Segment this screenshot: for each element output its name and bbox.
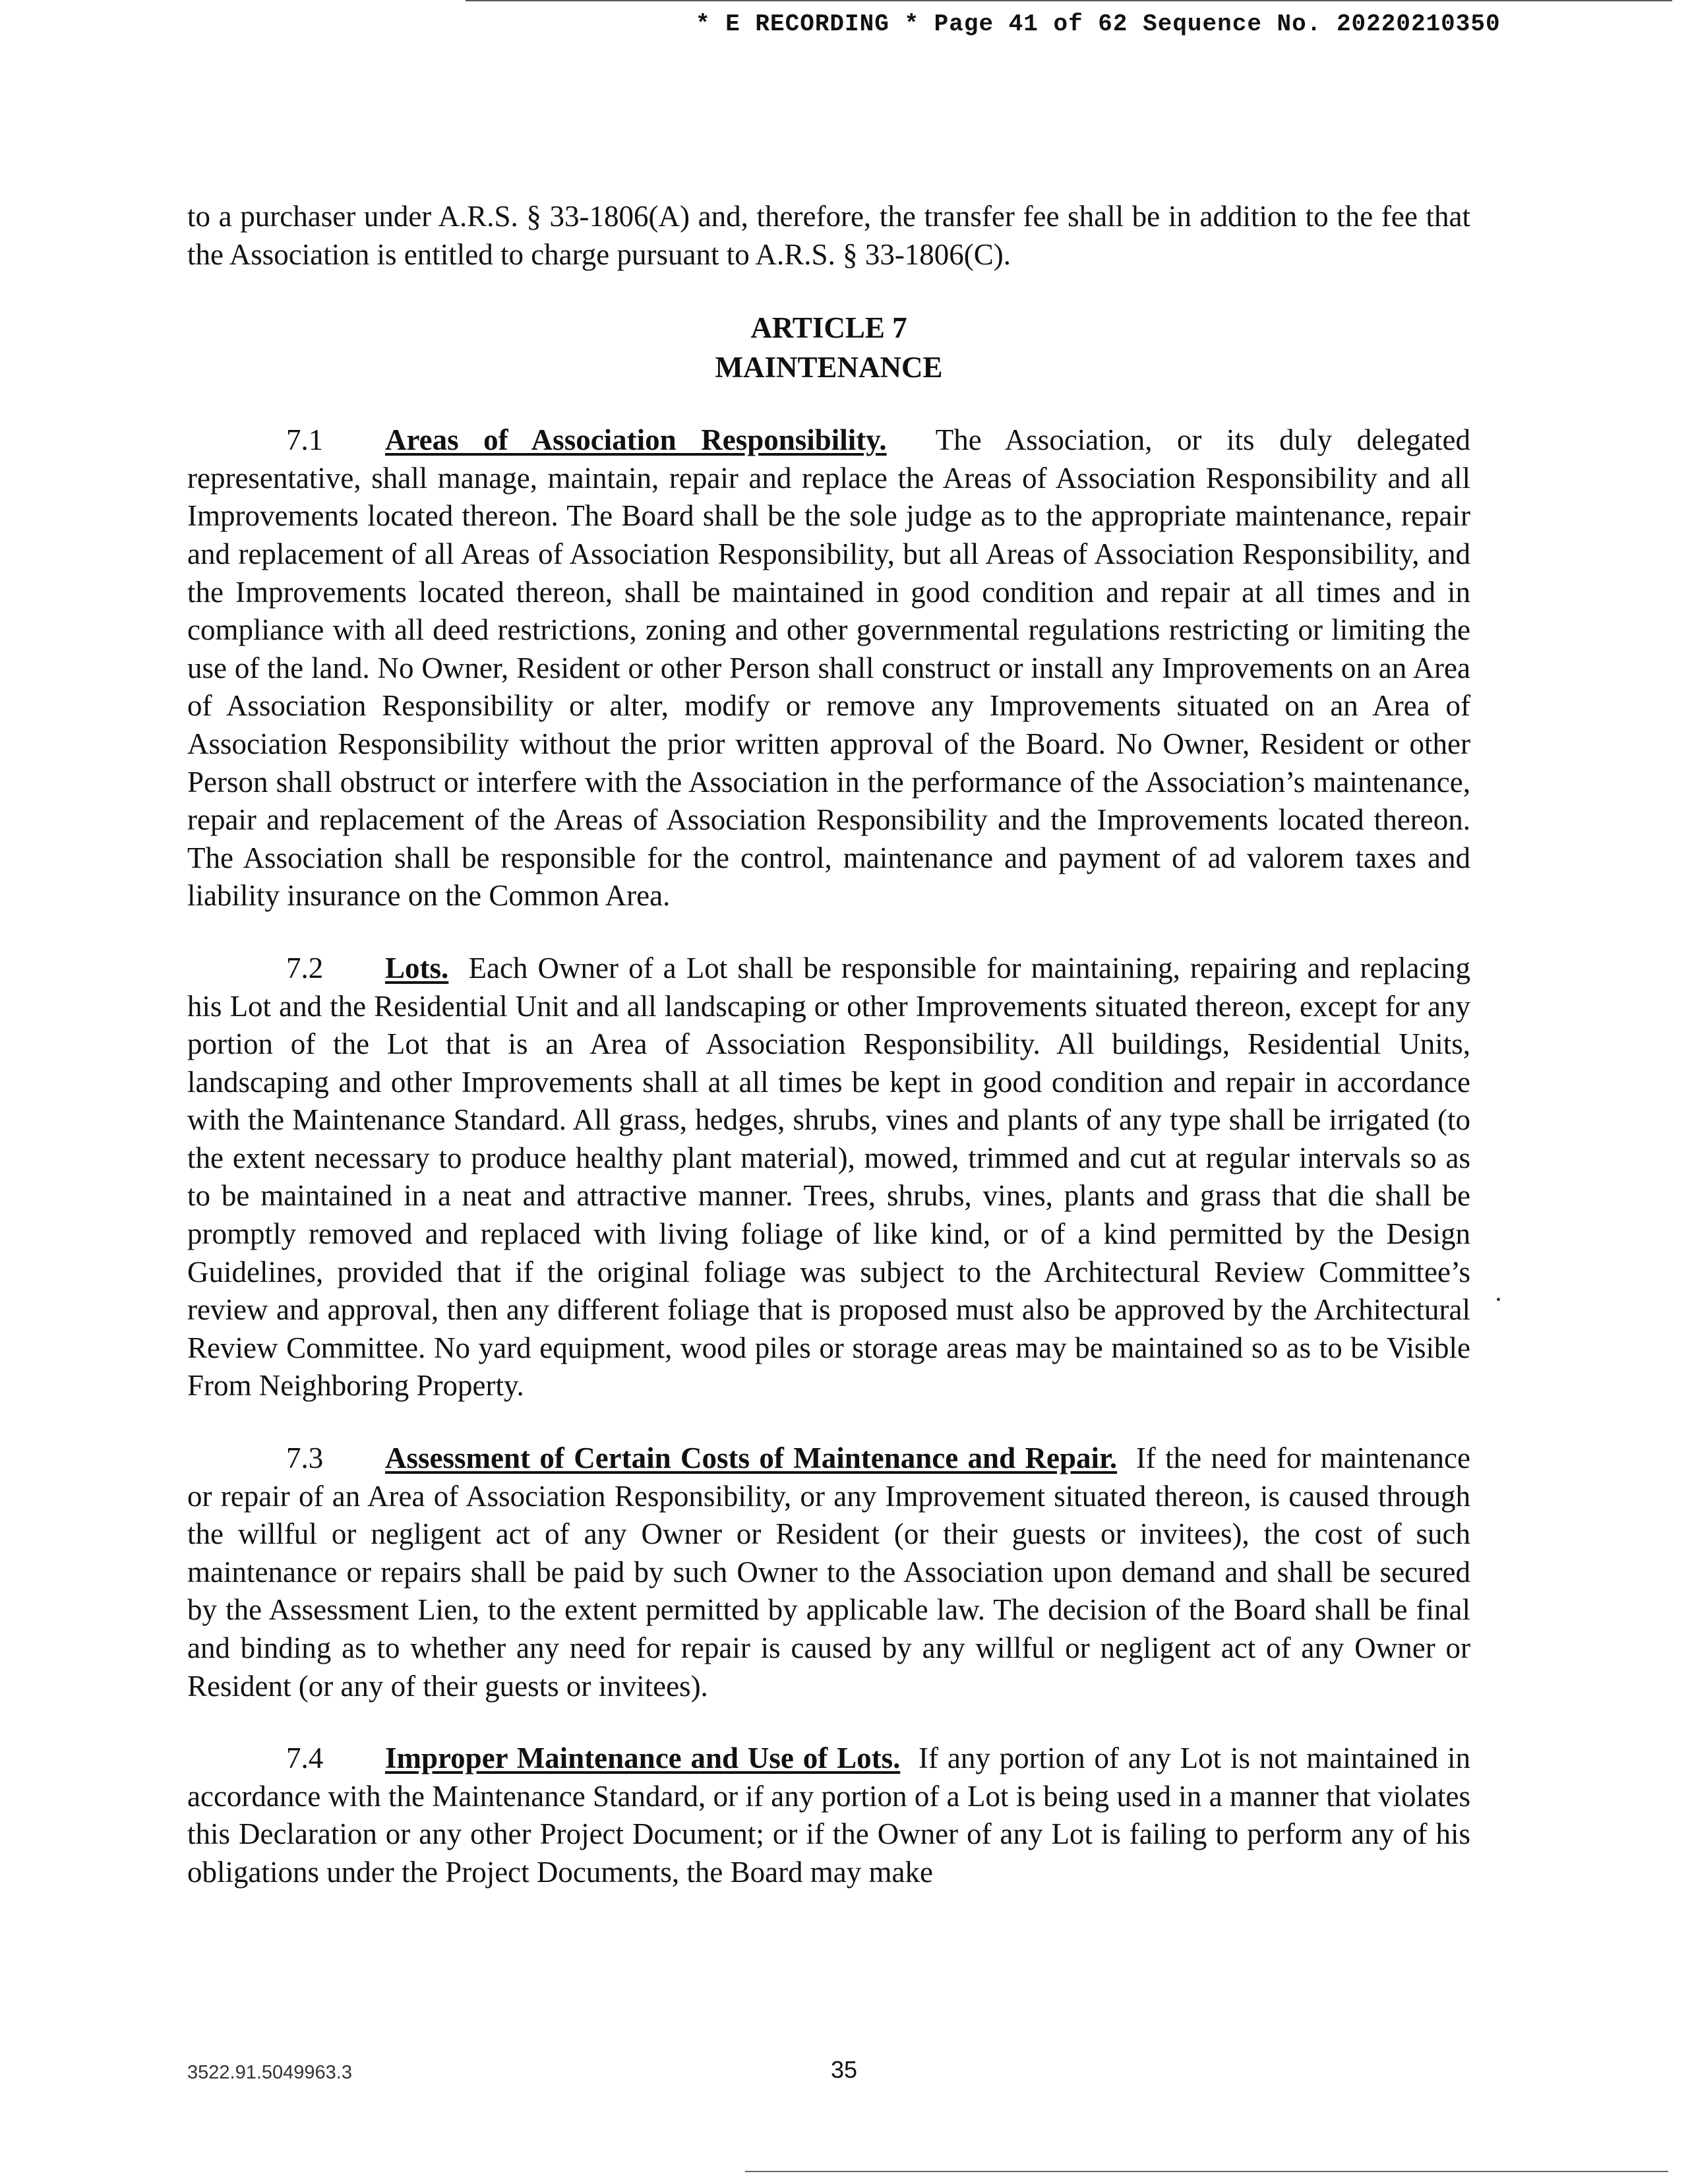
section-7-4 <box>187 1740 1470 1891</box>
bottom-rule <box>745 2171 1668 2172</box>
section-body: Each Owner of a Lot shall be responsible for maintaining, repairing and replacing his Lot and the Residential Unit and all landscaping or other Improvements situated thereon, except for any portion of the Lot that is an Area of Association Responsibility. All buildings, Residential Units, landscaping and other Improvements shall at all times be kept in good condition and repair in accordance with the Maintenance Standard. All grass, hedges, shrubs, vines and plants of any type shall be irrigated (to the extent necessary to produce healthy plant material), mowed, trimmed and cut at regular intervals so as to be maintained in a neat and attractive manner. Trees, shrubs, vines, plants and grass that die shall be promptly removed and replaced with living foliage of like kind, or of a kind permitted by the Design Guidelines, provided that if the original foliage was subject to the Architectural Review Committee’s review and approval, then any different foliage that is proposed must also be approved by the Architectural Review Committee. No yard equipment, wood piles or storage areas may be maintained so as to be Visible From Neighboring Property. <box>187 951 1471 1403</box>
article-title: MAINTENANCE <box>715 351 943 384</box>
top-rule <box>466 0 1672 1</box>
section-title: Assessment of Certain Costs of Maintenance and Repair. <box>385 1441 1118 1475</box>
page-number: 35 <box>830 2056 858 2083</box>
section-number: 7.1 <box>286 423 324 457</box>
continuation-paragraph: to a purchaser under A.R.S. § 33-1806(A) and, therefore, the transfer fee shall be in addition to the fee that the Association is entitled to charge pursuant to A.R.S. § 33-1806(C). <box>187 200 1470 271</box>
article-number: ARTICLE 7 <box>750 311 907 345</box>
section-body: If any portion of any Lot is not maintained in accordance with the Maintenance Standard, or if any portion of a Lot is being used in a manner that violates this Declaration or any other Project Document; or if the Owner of any Lot is failing to perform any of his obligations under the Project Documents, the Board may make <box>187 1742 1470 1889</box>
section-body: The Association, or its duly delegated representative, shall manage, maintain, repair and replace the Areas of Association Responsibility and all Improvements located thereon. The Board shall be the sole judge as to the appropriate maintenance, repair and replacement of all Areas of Association Responsibility, but all Areas of Association Responsibility, and the Improvements located thereon, shall be maintained in good condition and repair at all times and in compliance with all deed restrictions, zoning and other governmental regulations restricting or limiting the use of the land. No Owner, Resident or other Person shall construct or install any Improvements on an Area of Association Responsibility or alter, modify or remove any Improvements situated on an Area of Association Responsibility without the prior written approval of the Board. No Owner, Resident or other Person shall obstruct or interfere with the Association in the performance of the Association’s maintenance, repair and replacement of the Areas of Association Responsibility and the Improvements located thereon. The Association shall be responsible for the control, maintenance and payment of ad valorem taxes and liability insurance on the Common Area. <box>187 423 1471 913</box>
section-number: 7.2 <box>286 951 324 985</box>
section-7-2 <box>187 950 1470 1405</box>
section-7-1 <box>187 421 1470 915</box>
document-body <box>187 198 1470 1892</box>
scan-speck <box>1497 1298 1500 1301</box>
recording-header: * E RECORDING * Page 41 of 62 Sequence No. 20220210350 <box>696 11 1501 38</box>
section-title: Improper Maintenance and Use of Lots. <box>385 1742 901 1775</box>
section-body: If the need for maintenance or repair of an Area of Association Responsibility, or any Improvement situated thereon, is caused through the willful or negligent act of any Owner or Resident (or their guests or invitees), the cost of such maintenance or repairs shall be paid by such Owner to the Association upon demand and shall be secured by the Assessment Lien, to the extent permitted by applicable law. The decision of the Board shall be final and binding as to whether any need for repair is caused by any willful or negligent act of any Owner or Resident (or any of their guests or invitees). <box>187 1441 1470 1703</box>
article-heading <box>187 308 1470 387</box>
section-number: 7.4 <box>286 1742 324 1775</box>
section-title: Areas of Association Responsibility. <box>385 423 887 457</box>
section-number: 7.3 <box>286 1441 324 1475</box>
section-title: Lots. <box>385 951 449 985</box>
document-id: 3522.91.5049963.3 <box>187 2062 352 2083</box>
section-7-3 <box>187 1440 1470 1705</box>
